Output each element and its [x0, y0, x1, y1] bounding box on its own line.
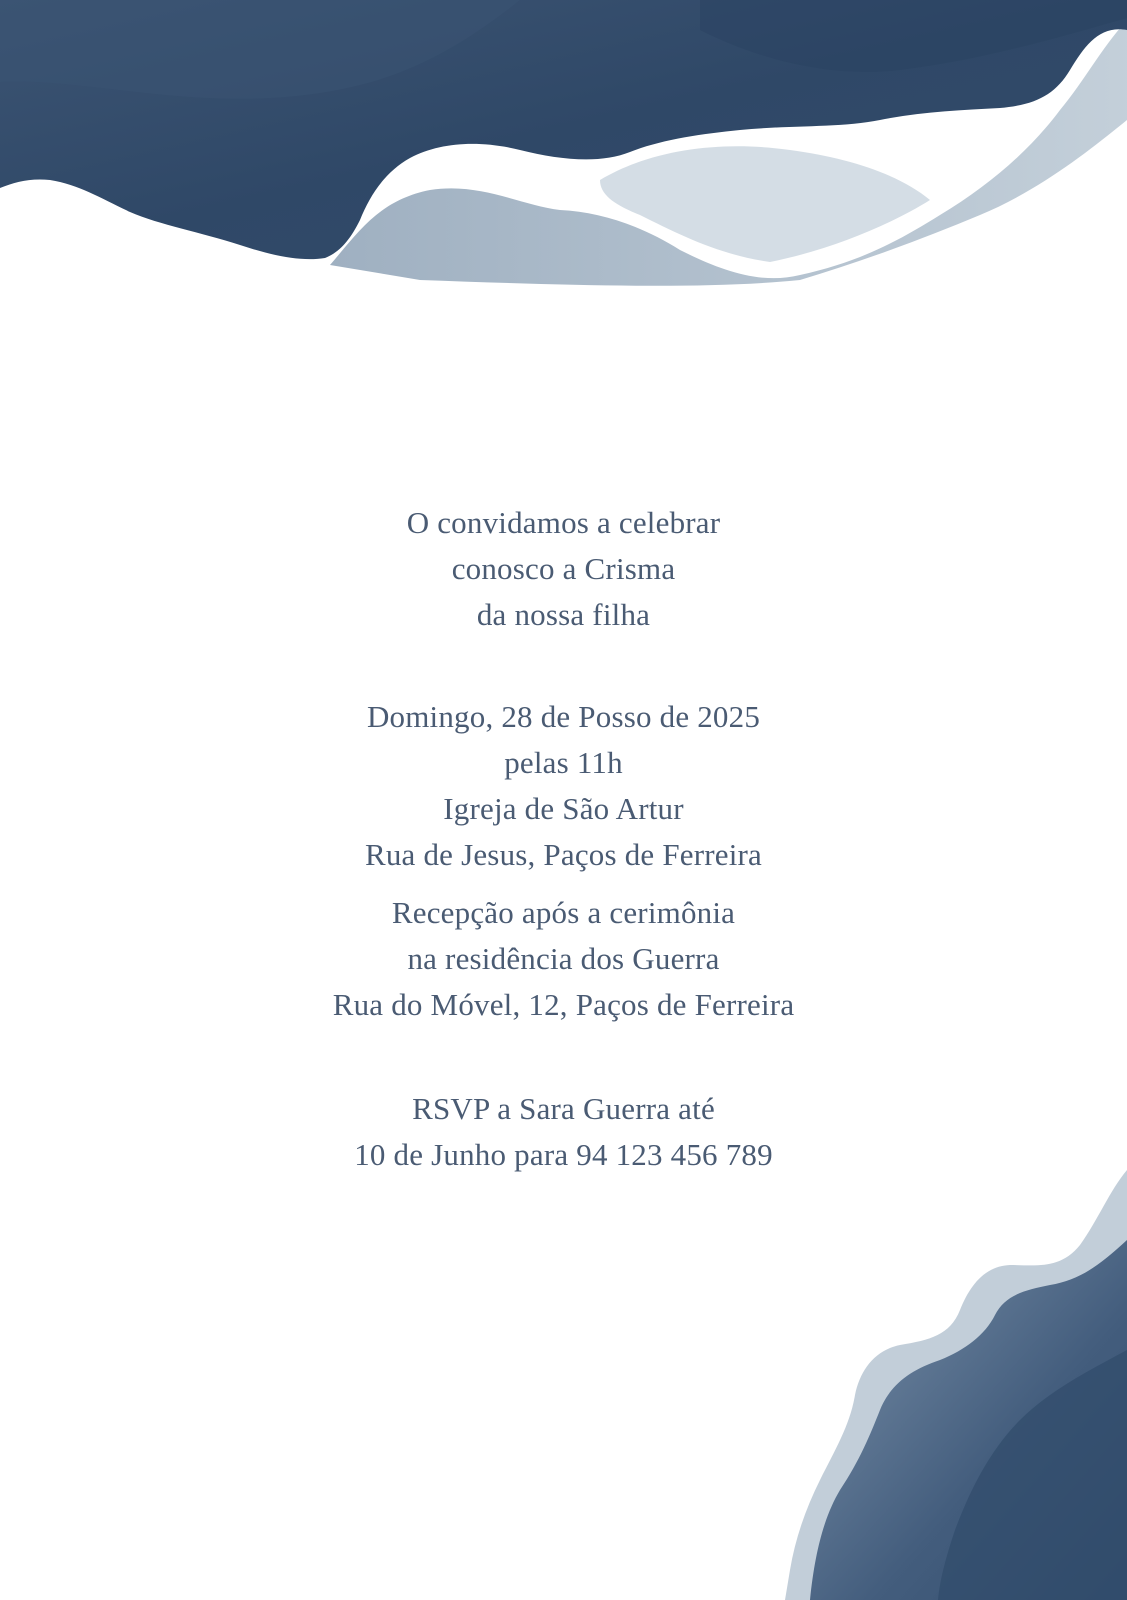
ceremony-venue: Igreja de São Artur: [443, 791, 684, 826]
reception-line-2: na residência dos Guerra: [407, 941, 720, 976]
rsvp-line-1: RSVP a Sara Guerra até: [412, 1091, 715, 1126]
rsvp-line-2: 10 de Junho para 94 123 456 789: [354, 1137, 773, 1172]
intro-line-3: da nossa filha: [476, 597, 651, 632]
ceremony-address: Rua de Jesus, Paços de Ferreira: [364, 837, 763, 872]
ceremony-date: Domingo, 28 de Posso de 2025: [366, 699, 761, 734]
intro-line-2: conosco a Crisma: [451, 551, 676, 586]
ceremony-time: pelas 11h: [504, 745, 623, 780]
reception-line-1: Recepção após a cerimônia: [391, 895, 736, 930]
reception-address: Rua do Móvel, 12, Paços de Ferreira: [332, 987, 795, 1022]
intro-line-1: O convidamos a celebrar: [406, 505, 721, 540]
